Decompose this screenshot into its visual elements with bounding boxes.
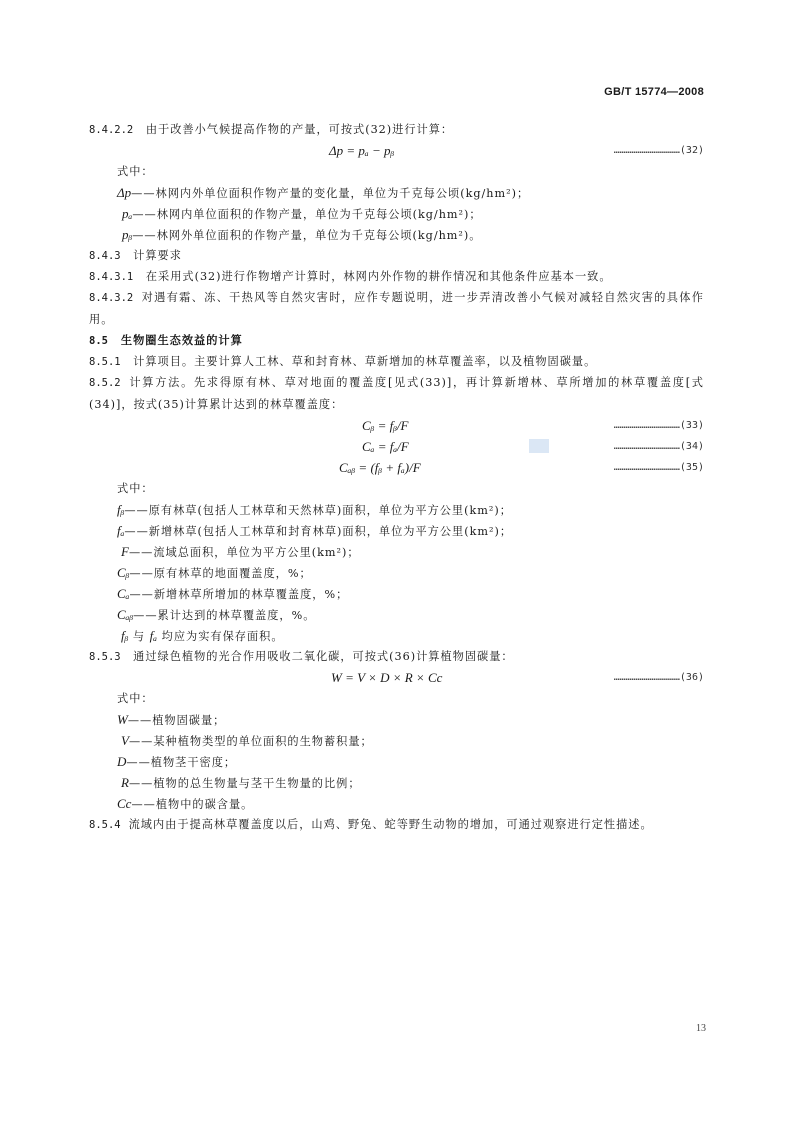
page-number: 13 [696, 1023, 706, 1034]
equation-32 [89, 140, 704, 161]
definition-text: ——原有林草(包括人工林草和天然林草)面积，单位为平方公里(km²)； [124, 504, 512, 517]
definition-text: ——累计达到的林草覆盖度，%。 [133, 609, 316, 622]
note-text: 均应为实有保存面积。 [161, 630, 284, 643]
definition-text: ——新增林草(包括人工林草和封育林草)面积，单位为平方公里(km²)； [124, 525, 513, 538]
section-8-5-heading [89, 330, 704, 351]
symbol: F [121, 544, 129, 559]
symbol: W [117, 712, 128, 727]
clause-number: 8.5.2 [89, 377, 121, 389]
definition-line [89, 541, 704, 562]
clause-8-5-3 [89, 646, 704, 667]
definition-text: ——植物茎干密度； [126, 756, 237, 769]
clause-8-4-3-1 [89, 266, 704, 287]
clause-text: 通过绿色植物的光合作用吸收二氧化碳，可按式(36)计算植物固碳量： [133, 650, 514, 663]
clause-8-5-4 [89, 814, 704, 835]
note-connector: 与 [132, 630, 146, 643]
equation-number: ……………………………(33) [613, 420, 704, 431]
clause-text: 计算方法。先求得原有林、草对地面的覆盖度[见式(33)]，再计算新增林、草所增加的林草覆盖度[式(34)]，按式(35)计算累计达到的林草覆盖度： [89, 376, 704, 411]
equation-number: ……………………………(34) [613, 441, 704, 452]
symbol: V [121, 733, 129, 748]
symbol: fₐ [117, 523, 125, 538]
symbol: Cc [117, 796, 132, 811]
equation-33 [89, 415, 704, 436]
definition-line [89, 562, 704, 583]
where-label: 式中： [117, 692, 154, 705]
definition-line [89, 224, 704, 245]
clause-text: 由于改善小气候提高作物的产量，可按式(32)进行计算： [145, 123, 454, 136]
definition-text: ——林网外单位面积的作物产量，单位为千克每公顷(kg/hm²)。 [132, 229, 482, 242]
symbol: R [121, 775, 129, 790]
document-body [89, 119, 704, 835]
clause-8-4-3-2 [89, 287, 704, 330]
definition-text: ——植物的总生物量与茎干生物量的比例； [128, 777, 361, 790]
symbol: fᵦ [117, 502, 125, 517]
equation-35 [89, 457, 704, 478]
formula: Δp = pₐ − pᵦ [329, 143, 395, 158]
clause-text: 计算要求 [133, 249, 182, 262]
definition-text: ——林网内单位面积的作物产量，单位为千克每公顷(kg/hm²)； [132, 208, 482, 221]
where-label: 式中： [117, 165, 154, 178]
equation-number: ……………………………(32) [613, 145, 704, 156]
definition-text: ——林网内外单位面积作物产量的变化量，单位为千克每公顷(kg/hm²)； [131, 187, 530, 200]
definition-line [89, 709, 704, 730]
equation-number: ……………………………(35) [613, 462, 704, 473]
symbol: Cᵦ [117, 565, 130, 580]
definition-line [89, 499, 704, 520]
formula: Cₐ = fₐ/F [362, 439, 409, 454]
definition-line [89, 520, 704, 541]
definition-line [89, 793, 704, 814]
note-line [89, 625, 704, 646]
clause-8-4-3 [89, 245, 704, 266]
section-number: 8.5 [89, 335, 108, 347]
clause-text: 对遇有霜、冻、干热风等自然灾害时，应作专题说明，进一步弄清改善小气候对减轻自然灾害的具体作用。 [89, 291, 704, 326]
definition-line [89, 583, 704, 604]
formula: W = V × D × R × Cc [331, 670, 443, 685]
definition-line [89, 604, 704, 625]
formula: Cₐᵦ = (fᵦ + fₐ)/F [339, 460, 421, 475]
clause-text: 在采用式(32)进行作物增产计算时，林网内外作物的耕作情况和其他条件应基本一致。 [145, 270, 612, 283]
symbol: pᵦ [122, 227, 133, 242]
section-title: 生物圈生态效益的计算 [120, 333, 243, 347]
clause-number: 8.4.3.2 [89, 292, 134, 304]
clause-number: 8.4.3.1 [89, 271, 134, 283]
symbol: fᵦ [121, 628, 129, 643]
definition-text: ——流域总面积，单位为平方公里(km²)； [128, 546, 360, 559]
clause-text: 计算项目。主要计算人工林、草和封育林、草新增加的林草覆盖率，以及植物固碳量。 [133, 355, 597, 368]
clause-8-5-1 [89, 351, 704, 372]
definition-text: ——植物固碳量； [127, 714, 226, 727]
clause-number: 8.5.3 [89, 651, 121, 663]
where-label: 式中： [117, 482, 154, 495]
symbol: pₐ [122, 206, 133, 221]
definition-line [89, 772, 704, 793]
symbol: D [117, 754, 127, 769]
definition-line [89, 751, 704, 772]
definition-text: ——某种植物类型的单位面积的生物蓄积量； [128, 735, 373, 748]
definition-text: ——新增林草所增加的林草覆盖度，%； [129, 588, 349, 601]
definition-text: ——原有林草的地面覆盖度，%； [129, 567, 312, 580]
clause-number: 8.5.1 [89, 356, 121, 368]
clause-number: 8.4.2.2 [89, 124, 134, 136]
definition-line [89, 203, 704, 224]
symbol: Δp [117, 185, 132, 200]
equation-34 [89, 436, 704, 457]
clause-8-5-2 [89, 372, 704, 415]
symbol: Cₐ [117, 586, 130, 601]
symbol: Cₐᵦ [117, 607, 134, 622]
formula: Cᵦ = fᵦ/F [362, 418, 409, 433]
symbol: fₐ [149, 628, 158, 643]
definition-line [89, 182, 704, 203]
clause-number: 8.5.4 [89, 819, 121, 831]
equation-number: ……………………………(36) [613, 672, 704, 683]
equation-36 [89, 667, 704, 688]
definition-line [89, 730, 704, 751]
clause-number: 8.4.3 [89, 250, 121, 262]
definition-text: ——植物中的碳含量。 [131, 798, 254, 811]
clause-text: 流域内由于提高林草覆盖度以后，山鸡、野兔、蛇等野生动物的增加，可通过观察进行定性描述。 [128, 818, 653, 831]
standard-code: GB/T 15774—2008 [604, 86, 704, 98]
clause-8-4-2-2 [89, 119, 704, 140]
